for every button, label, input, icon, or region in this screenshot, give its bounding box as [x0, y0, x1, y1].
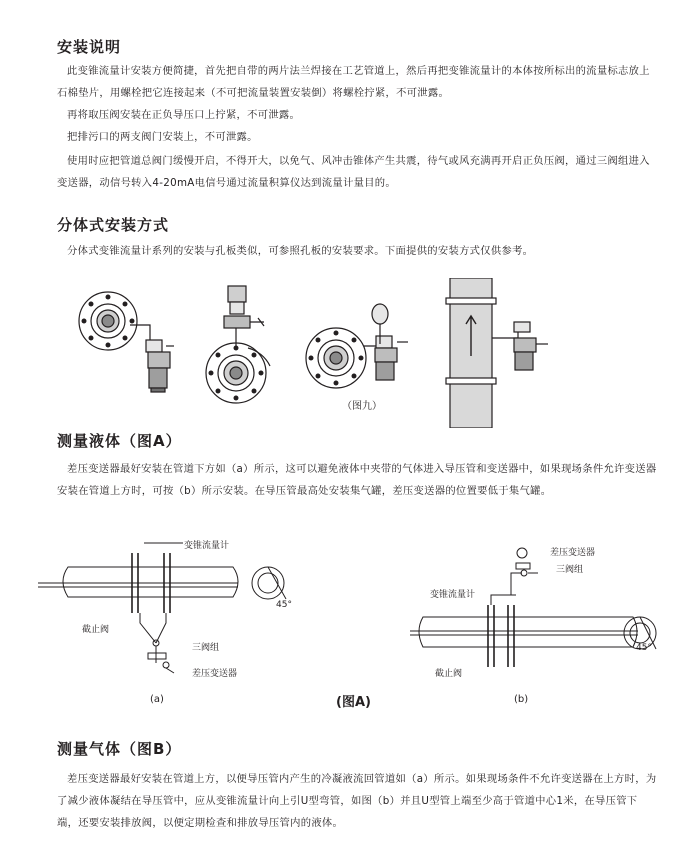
install-drawing-4 [372, 278, 548, 428]
install-p3-text: 把排污口的两支阀门安装上，不可泄露。 [67, 131, 258, 143]
gas-paragraph-1 [57, 768, 657, 834]
figure-a-subcaption-a: (a) [150, 694, 164, 705]
install-p4-text: 使用时应把管道总阀门缓慢开启，不得开大，以免气、风冲击锥体产生共震，待气或风充满再开启正负压阀，通过三阀组进入变送器，动信号转入4-20mA电信号通过流量积算仪达到流量计量目的。 [57, 155, 650, 189]
figure-nine-caption: （图九） [342, 401, 382, 412]
figure-a-right [410, 548, 656, 667]
figure-a-b-transmitter-label: 差压变送器 [550, 548, 596, 558]
install-drawing-3 [306, 328, 408, 388]
figure-a-a-meter-label: 变锥流量计 [184, 541, 230, 551]
split-paragraph-1 [57, 240, 657, 262]
liquid-paragraph-1 [57, 458, 657, 502]
figure-a-subcaption-b: (b) [514, 694, 529, 705]
figure-a-b-manifold-label: 三阀组 [556, 565, 584, 575]
liquid-heading: 测量液体（图A） [57, 432, 182, 450]
figure-a-b-angle-label: 45° [636, 643, 652, 653]
figure-a-a-manifold-label: 三阀组 [192, 643, 220, 653]
split-p1-text: 分体式变锥流量计系列的安装与孔板类似，可参照孔板的安装要求。下面提供的安装方式仅供参考。 [67, 245, 534, 257]
install-heading: 安装说明 [57, 38, 122, 56]
figure-a-a-angle-label: 45° [276, 600, 292, 610]
figure-a-a-transmitter-label: 差压变送器 [192, 669, 238, 679]
figure-a-title: (图A) [336, 695, 371, 710]
figure-a-left [38, 543, 286, 673]
install-p2-text: 再将取压阀安装在正负导压口上拧紧，不可泄露。 [67, 109, 301, 121]
install-p1-text: 此变锥流量计安装方便简捷，首先把自带的两片法兰焊接在工艺管道上，然后再把变锥流量计的本体按所标出的流量标志放上石棉垫片，用螺栓把它连接起来（不可把流量装置安装倒）将螺栓拧紧，不可泄露。 [57, 65, 650, 99]
install-paragraph-1 [57, 60, 657, 104]
install-paragraph-4 [57, 150, 657, 194]
figure-a-a-valve-label: 截止阀 [82, 625, 110, 635]
gas-heading: 测量气体（图B） [57, 740, 182, 758]
install-drawing-2 [206, 286, 270, 403]
install-drawing-1 [79, 292, 174, 392]
figure-a-b-valve-label: 截止阀 [435, 669, 463, 679]
liquid-p1-text: 差压变送器最好安装在管道下方如（a）所示，这可以避免液体中夹带的气体进入导压管和变送器中，如果现场条件允许变送器安装在管道上方时，可按（b）所示安装。在导压管最高处安装集气罐，差压变送器的位置要低于集气罐。 [57, 463, 657, 497]
figure-nine-illustration [78, 278, 578, 428]
install-paragraph-2 [57, 104, 657, 126]
figure-a-b-meter-label: 变锥流量计 [430, 590, 476, 600]
figure-a-diagram [38, 535, 668, 705]
install-paragraph-3 [57, 126, 657, 148]
gas-p1-text: 差压变送器最好安装在管道上方，以便导压管内产生的冷凝液流回管道如（a）所示。如果现场条件不允许变送器在上方时，为了减少液体凝结在导压管中，应从变锥流量计向上引U型弯管，如图（b）并且U型管上端至少高于管道中心1米，在导压管下端，还要安装排放阀，以便定期检查和排放导压管内的液体。 [57, 773, 657, 829]
split-heading: 分体式安装方式 [57, 216, 170, 234]
